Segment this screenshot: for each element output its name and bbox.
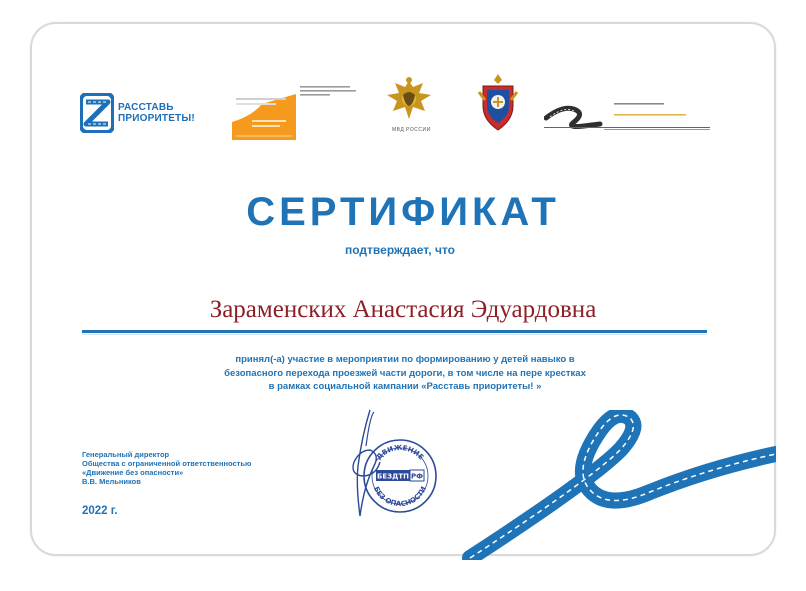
traffic-police-shield-icon — [477, 72, 519, 134]
certificate-subtitle: подтверждает, что — [345, 243, 455, 257]
certificate-title: СЕРТИФИКАТ — [246, 190, 560, 234]
signatory-block — [82, 450, 251, 486]
certificate-body — [120, 353, 690, 394]
stamp-bottom-text: БЕЗ ОПАСНОСТИ — [371, 485, 429, 509]
certificate-year: 2022 г. — [82, 505, 118, 517]
stamp-center-text: БЕЗДТП — [377, 472, 409, 481]
mvd-eagle-emblem-icon — [385, 75, 433, 125]
priorities-logo-icon — [80, 93, 114, 133]
recipient-name: Зараменских Анастасия Эдуардовна — [209, 296, 597, 323]
body-line-2: безопасного перехода проезжей части дороги, в том числе на пере крестках — [224, 367, 586, 379]
signatory-company-name: «Движение без опасности» — [82, 468, 184, 477]
signatory-company: Общества с ограниченной ответственностью — [82, 459, 252, 468]
road-safety-project-logo-icon — [300, 86, 360, 106]
signatory-position: Генеральный директор — [82, 450, 170, 459]
signatory-name: В.В. Мельников — [82, 477, 141, 486]
body-line-3: в рамках социальной кампании «Расставь приоритеты! » — [268, 381, 542, 392]
stamp-rf-text: РФ — [410, 472, 424, 481]
stamp-top-text: ДВИЖЕНИЕ — [374, 443, 426, 462]
name-underline — [82, 330, 707, 333]
road-swoosh-logo-icon — [544, 96, 714, 132]
svg-text:БЕЗ ОПАСНОСТИ — [372, 485, 428, 508]
body-line-1: принял(-а) участие в мероприятии по формированию у детей навыко в — [235, 354, 575, 365]
name-underline-shadow — [82, 334, 707, 335]
svg-text:ДВИЖЕНИЕ — [375, 444, 425, 462]
priorities-logo-text: РАССТАВЬ ПРИОРИТЕТЫ! — [118, 102, 195, 124]
company-stamp — [362, 438, 438, 514]
national-project-logo-icon — [232, 92, 296, 140]
decorative-road-graphic — [440, 410, 776, 560]
mvd-label: МВД РОССИИ — [392, 127, 431, 133]
